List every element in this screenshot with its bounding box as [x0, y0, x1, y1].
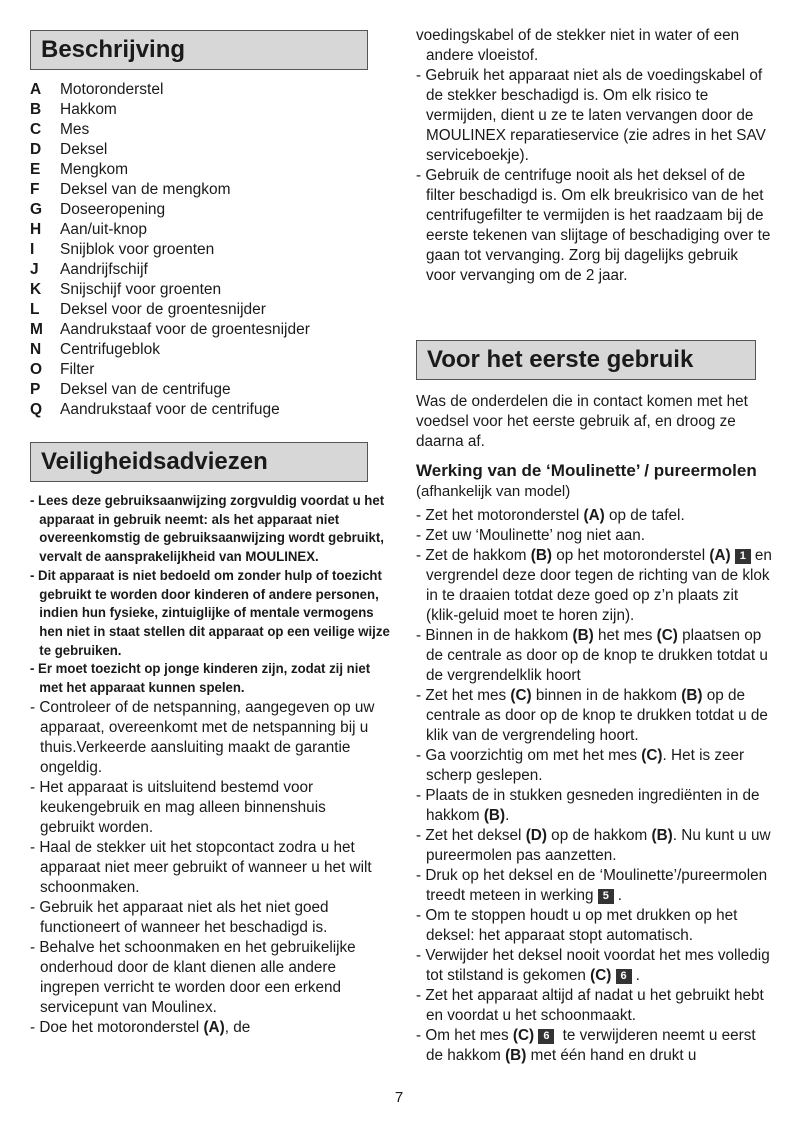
legend-label: Deksel van de mengkom [60, 181, 231, 198]
step-text: - Druk op het deksel en de ‘Moulinette’/pureermolen treedt meteen in werking [416, 867, 768, 904]
safety-item: - Behalve het schoonmaken en het gebruikelijke onderhoud door de klant dienen alle andere ingrepen verricht te worden door een erkend servicepunt van Moulinex. [30, 938, 356, 1016]
safety-warning: - Dit apparaat is niet bedoeld om zonder hulp of toezicht gebruikt te worden door kinderen of andere personen, indien hun fysieke, zintuiglijke of mentale vermogens hen niet in staat stellen dit apparaat op een veilige wijze te gebruiken. [30, 567, 390, 659]
legend-item [30, 380, 310, 400]
step-text: - Plaats de in stukken gesneden ingrediënten in de hakkom [416, 787, 760, 824]
step-text: - Binnen in de hakkom [416, 627, 573, 644]
step-text: en vergrendel deze door tegen de richting van de klok in te draaien totdat deze goed op z’n plaats zit (klik-geluid moet te horen zijn). [426, 547, 772, 624]
safety-item: voedingskabel of de stekker niet in water of een andere vloeistof. [416, 27, 740, 64]
safety-item: - Gebruik het apparaat niet als het niet goed functioneert of wanneer het beschadigd is. [30, 898, 329, 936]
step-text: - Zet het apparaat altijd af nadat u het gebruikt hebt en voordat u het schoonmaakt. [416, 987, 764, 1024]
legend-item [30, 320, 310, 340]
legend-item [30, 100, 310, 120]
legend-letter: E [30, 161, 41, 178]
step-text: op het motoronderstel [552, 547, 710, 564]
legend-item [30, 220, 310, 240]
subheading-note: (afhankelijk van model) [416, 483, 571, 500]
legend-item [30, 340, 310, 360]
step-text: op de centrale as door op de knop te drukken totdat u de klik van de vergrendeling hoort. [426, 687, 768, 744]
legend-letter: G [30, 201, 43, 218]
part-ref: (B) [530, 547, 553, 564]
page-number: 7 [394, 1089, 404, 1106]
legend-label: Motoronderstel [60, 81, 164, 98]
step-text: op de hakkom [546, 827, 652, 844]
step-text: binnen in de hakkom [531, 687, 682, 704]
part-ref: (B) [483, 807, 506, 824]
legend-item [30, 160, 310, 180]
step-text: . [617, 887, 623, 904]
step-text: . Het is zeer scherp geslepen. [426, 747, 745, 784]
legend-label: Deksel van de centrifuge [60, 381, 231, 398]
safety-item: - Gebruik het apparaat niet als de voedingskabel of de stekker beschadigd is. Om elk risico te vermijden, dient u ze te laten vervangen door de MOULINEX reparatieservice (zie adres in het SAV serviceboekje). [416, 67, 766, 164]
legend-label: Mengkom [60, 161, 129, 178]
step-item [416, 986, 772, 1026]
legend-label: Deksel [60, 141, 108, 158]
part-ref: (B) [505, 1047, 527, 1064]
safety-item: - Het apparaat is uitsluitend bestemd voor keukengebruik en mag alleen binnenshuis gebruikt worden. [30, 778, 326, 836]
safety-warning: - Er moet toezicht op jonge kinderen zijn, zodat zij niet met het apparaat kunnen spelen. [30, 661, 371, 697]
parts-legend [30, 80, 310, 420]
part-ref: (C) [641, 747, 663, 764]
part-ref: (C) [656, 627, 678, 644]
step-item [416, 506, 772, 526]
part-ref: (A) [583, 507, 605, 524]
safety-item [30, 1018, 382, 1038]
step-text: het mes [593, 627, 657, 644]
step-item [416, 686, 772, 746]
step-item [416, 626, 772, 686]
step-item [416, 946, 772, 986]
legend-item [30, 300, 310, 320]
safety-text: , de [224, 1018, 251, 1036]
legend-letter: M [30, 321, 43, 338]
step-text: - Zet uw ‘Moulinette’ nog niet aan. [416, 527, 646, 544]
legend-item [30, 280, 310, 300]
step-item [416, 786, 772, 826]
legend-label: Aandrijfschijf [60, 261, 148, 278]
safety-item: - Gebruik de centrifuge nooit als het deksel of de filter beschadigd is. Om elk breukrisico van de het centrifugefilter te vermijden is het raadzaam bij de eerste tekenen van slijtage of beschadiging over te gaan tot vervanging. Zorg bij dagelijks gebruik voor vervanging om de 2 jaar. [416, 167, 771, 284]
legend-label: Filter [60, 361, 95, 378]
legend-letter: N [30, 341, 42, 358]
step-item [416, 866, 772, 906]
legend-letter: D [30, 141, 42, 158]
step-text: - Zet de hakkom [416, 547, 531, 564]
step-text: met één hand en drukt u [526, 1047, 697, 1064]
legend-label: Centrifugeblok [60, 341, 160, 358]
figure-number-badge: 6 [616, 969, 632, 984]
part-ref: (C) [590, 967, 612, 984]
subheading-text: Werking van de ‘Moulinette’ / pureermolen [416, 461, 757, 480]
legend-letter: C [30, 121, 42, 138]
step-text: - Verwijder het deksel nooit voordat het mes volledig tot stilstand is gekomen [416, 947, 770, 984]
part-ref: (A) [203, 1018, 225, 1036]
heading-beschrijving: Beschrijving [30, 30, 368, 70]
part-ref: (C) [510, 687, 532, 704]
figure-number-badge: 6 [538, 1029, 554, 1044]
legend-item [30, 200, 310, 220]
legend-label: Hakkom [60, 101, 117, 118]
legend-item [30, 360, 310, 380]
legend-label: Doseeropening [60, 201, 166, 218]
legend-label: Aandrukstaaf voor de centrifuge [60, 401, 280, 418]
step-text: . Nu kunt u uw pureermolen pas aanzetten. [426, 827, 771, 864]
legend-item [30, 180, 310, 200]
legend-item [30, 260, 310, 280]
safety-item: - Haal de stekker uit het stopcontact zodra u het apparaat niet meer gebruikt of wanneer u het wilt schoonmaken. [30, 838, 372, 896]
legend-letter: P [30, 381, 41, 398]
part-ref: (B) [572, 627, 594, 644]
moulinette-subheading [416, 461, 761, 502]
legend-label: Mes [60, 121, 90, 138]
step-item [416, 826, 772, 866]
legend-letter: B [30, 101, 42, 118]
safety-item: - Controleer of de netspanning, aangegeven op uw apparaat, overeenkomt met de netspanning bij u thuis.Verkeerde aansluiting maakt de garantie ongeldig. [30, 698, 375, 776]
safety-warning: - Lees deze gebruiksaanwijzing zorgvuldig voordat u het apparaat in gebruik neemt: als het apparaat niet overeenkomstig de gebruiksaanwijzing wordt gebruikt, vervalt de aansprakelijkheid van MOULINEX. [30, 493, 385, 566]
legend-item [30, 240, 310, 260]
step-text: - Zet het mes [416, 687, 511, 704]
legend-letter: L [30, 301, 40, 318]
step-item [416, 906, 772, 946]
part-ref: (A) [709, 547, 731, 564]
step-text: - Zet het deksel [416, 827, 526, 844]
legend-label: Aan/uit-knop [60, 221, 148, 238]
legend-item [30, 120, 310, 140]
legend-item [30, 400, 310, 420]
step-text: - Zet het motoronderstel [416, 507, 584, 524]
step-item [416, 546, 772, 626]
step-text: te verwijderen neemt u eerst de hakkom [426, 1027, 756, 1064]
legend-letter: Q [30, 401, 43, 418]
legend-label: Deksel voor de groentesnijder [60, 301, 266, 318]
step-text: . [635, 967, 640, 984]
legend-item [30, 140, 310, 160]
safety-text: - Doe het motoronderstel [30, 1018, 204, 1036]
legend-letter: A [30, 81, 42, 98]
legend-letter: O [30, 361, 43, 378]
step-text: - Om het mes [416, 1027, 513, 1044]
step-item [416, 526, 772, 546]
safety-list [30, 492, 390, 1038]
part-ref: (B) [651, 827, 673, 844]
legend-label: Snijblok voor groenten [60, 241, 215, 258]
legend-label: Aandrukstaaf voor de groentesnijder [60, 321, 310, 338]
figure-number-badge: 5 [598, 889, 614, 904]
figure-number-badge: 1 [735, 549, 751, 564]
legend-item [30, 80, 310, 100]
step-text: - Om te stoppen houdt u op met drukken op het deksel: het apparaat stopt automatisch. [416, 907, 738, 944]
part-ref: (D) [525, 827, 547, 844]
step-text: . [505, 807, 510, 824]
part-ref: (C) [512, 1027, 535, 1044]
legend-letter: H [30, 221, 42, 238]
step-item [416, 746, 772, 786]
heading-voor-het-eerste-gebruik: Voor het eerste gebruik [416, 340, 756, 380]
legend-letter: F [30, 181, 40, 198]
step-text: op de tafel. [604, 507, 685, 524]
legend-label: Snijschijf voor groenten [60, 281, 222, 298]
part-ref: (B) [681, 687, 703, 704]
step-text: plaatsen op de centrale as door op de knop te drukken totdat u de vergrendelklik hoort [426, 627, 768, 684]
safety-continuation [416, 26, 771, 286]
first-use-intro: Was de onderdelen die in contact komen met het voedsel voor het eerste gebruik af, en droog ze daarna af. [416, 393, 748, 450]
moulinette-steps [416, 506, 772, 1066]
step-text: - Ga voorzichtig om met het mes [416, 747, 642, 764]
heading-veiligheidsadviezen: Veiligheidsadviezen [30, 442, 368, 482]
legend-letter: J [30, 261, 39, 278]
legend-letter: K [30, 281, 42, 298]
legend-letter: I [30, 241, 35, 258]
step-item [416, 1026, 772, 1066]
